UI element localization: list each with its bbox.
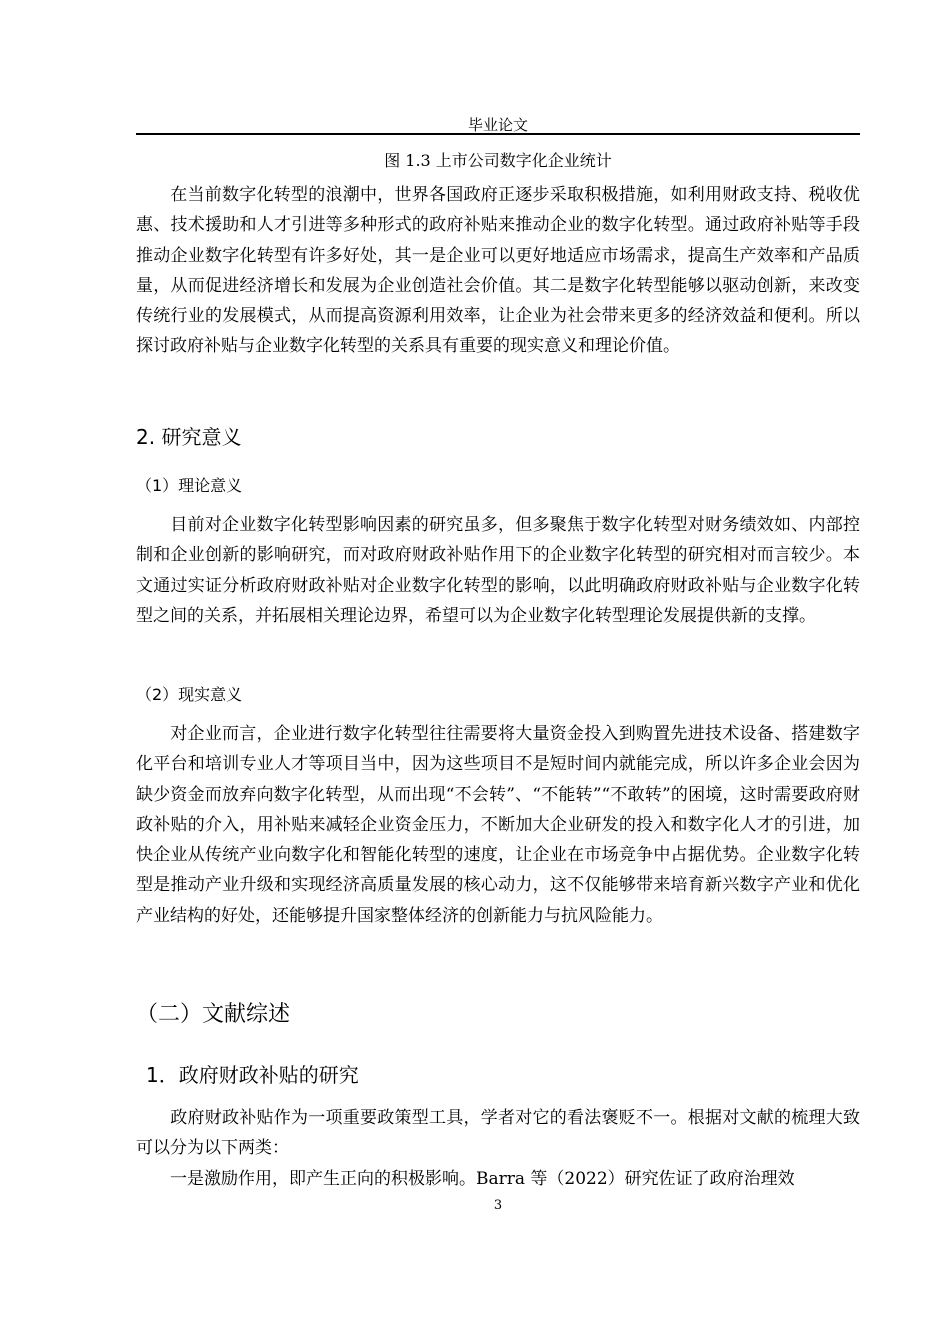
figure-caption: 图 1.3 上市公司数字化企业统计 (384, 151, 612, 170)
page-header-title: 毕业论文 (467, 116, 528, 134)
paragraph-theory-text: 目前对企业数字化转型影响因素的研究虽多，但多聚焦于数字化转型对财务绩效如、内部控制和企业创新的影响研究，而对政府财政补贴作用下的企业数字化转型的研究相对而言较少。本文通过实证分析政府财政补贴对企业数字化转型的影响，以此明确政府财政补贴与企业数字化转型之间的关系，并拓展相关理论边界，希望可以为企业数字化转型理论发展提供新的支撑。 (136, 515, 860, 626)
paragraph-subsidy-intro (136, 1103, 860, 1164)
heading-theory-significance: （1）理论意义 (136, 476, 243, 495)
heading-literature-review: （二）文献综述 (136, 1002, 291, 1027)
paragraph-theory (136, 510, 860, 631)
page-number: 3 (493, 1198, 503, 1213)
paragraph-practice (136, 719, 860, 931)
paragraph-background-text: 在当前数字化转型的浪潮中，世界各国政府正逐步采取积极措施，如利用财政支持、税收优惠、技术援助和人才引进等多种形式的政府补贴来推动企业的数字化转型。通过政府补贴等手段推动企业数字化转型有许多好处，其一是企业可以更好地适应市场需求，提高生产效率和产品质量，从而促进经济增长和发展为企业创造社会价值。其二是数字化转型能够以驱动创新，来改变传统行业的发展模式，从而提高资源利用效率，让企业为社会带来更多的经济效益和便利。所以探讨政府补贴与企业数字化转型的关系具有重要的现实意义和理论价值。 (136, 185, 860, 357)
paragraph-incentive (136, 1164, 860, 1194)
paragraph-practice-text: 对企业而言，企业进行数字化转型往往需要将大量资金投入到购置先进技术设备、搭建数字化平台和培训专业人才等项目当中，因为这些项目不是短时间内就能完成，所以许多企业会因为缺少资金而放弃向数字化转型，从而出现“不会转”、“不能转”“不敢转”的困境，这时需要政府财政补贴的介入，用补贴来减轻企业资金压力，不断加大企业研发的投入和数字化人才的引进，加快企业从传统产业向数字化和智能化转型的速度，让企业在市场竞争中占据优势。企业数字化转型是推动产业升级和实现经济高质量发展的核心动力，这不仅能够带来培育新兴数字产业和优化产业结构的好处，还能够提升国家整体经济的创新能力与抗风险能力。 (136, 724, 860, 926)
page-header-rule (136, 133, 860, 135)
paragraph-background (136, 180, 860, 362)
heading-subsidy-research: 1．政府财政补贴的研究 (146, 1063, 359, 1087)
heading-research-significance: 2. 研究意义 (136, 425, 242, 449)
paragraph-subsidy-intro-text: 政府财政补贴作为一项重要政策型工具，学者对它的看法褒贬不一。根据对文献的梳理大致可以分为以下两类： (136, 1108, 860, 1159)
paragraph-incentive-text: 一是激励作用，即产生正向的积极影响。Barra 等（2022）研究佐证了政府治理效 (170, 1169, 795, 1189)
heading-practice-significance: （2）现实意义 (136, 685, 243, 704)
